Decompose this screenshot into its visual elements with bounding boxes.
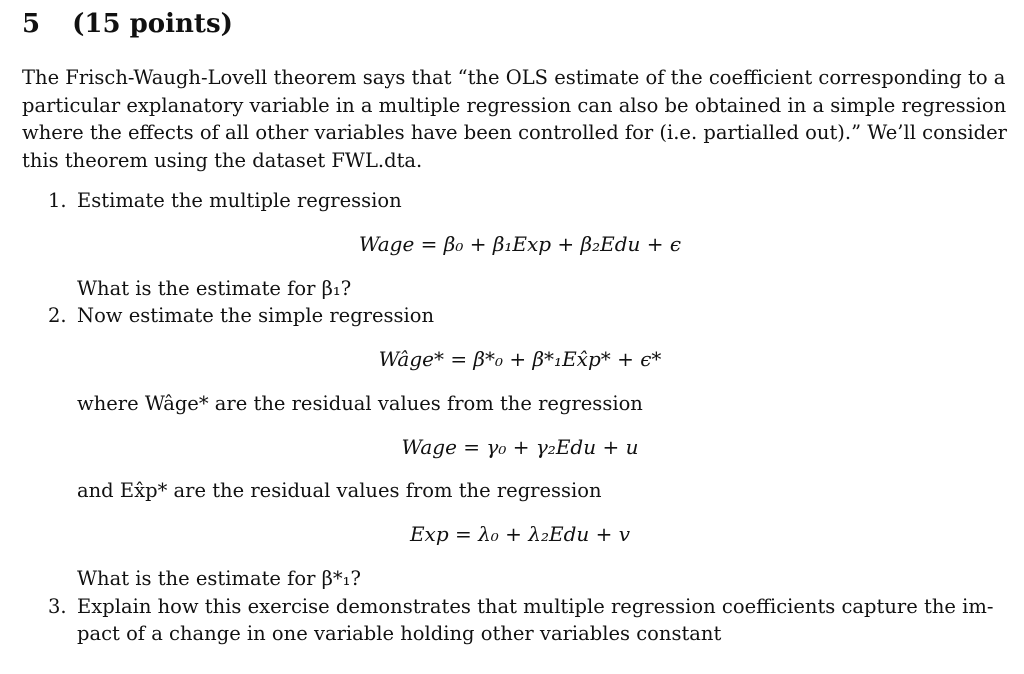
item-1-marker: 1. [48, 189, 67, 212]
section-title: (15 points) [72, 9, 233, 39]
item-2-text: Now estimate the simple regression [77, 304, 435, 327]
section-heading [22, 9, 233, 39]
item-2-marker: 2. [48, 304, 67, 327]
intro-line: where the effects of all other variables have been controlled for (i.e. partialled out).” We’ll consider [22, 121, 1007, 144]
item-2-where-text: where Wâge* are the residual values from the regression [77, 392, 643, 415]
item-3-marker: 3. [48, 595, 67, 618]
equation-multiple-regression: Wage = β₀ + β₁Exp + β₂Edu + ϵ [358, 232, 682, 256]
intro-line: particular explanatory variable in a multiple regression can also be obtained in a simple regression [22, 93, 1007, 117]
item-1-question: What is the estimate for β₁? [77, 277, 352, 300]
equation-exp-on-edu: Exp = λ₀ + λ₂Edu + v [409, 522, 631, 546]
equation-wage-on-edu: Wage = γ₀ + γ₂Edu + u [401, 435, 639, 459]
item-2-and-text: and Ex̂p* are the residual values from the regression [77, 479, 602, 502]
section-number: 5 [22, 9, 41, 39]
intro-line: this theorem using the dataset FWL.dta. [22, 148, 423, 172]
intro-line: The Frisch-Waugh-Lovell theorem says that “the OLS estimate of the coefficient corresponding to a [22, 66, 1006, 89]
item-1-text: Estimate the multiple regression [77, 189, 402, 212]
item-2-question: What is the estimate for β*₁? [77, 567, 361, 590]
equation-simple-regression: Wâge* = β*₀ + β*₁Ex̂p* + ϵ* [378, 347, 662, 371]
intro-paragraph [22, 64, 1007, 174]
item-3-line-1: Explain how this exercise demonstrates that multiple regression coefficients capture the im- [77, 595, 994, 618]
item-3-line-2: pact of a change in one variable holding other variables constant [77, 622, 722, 645]
